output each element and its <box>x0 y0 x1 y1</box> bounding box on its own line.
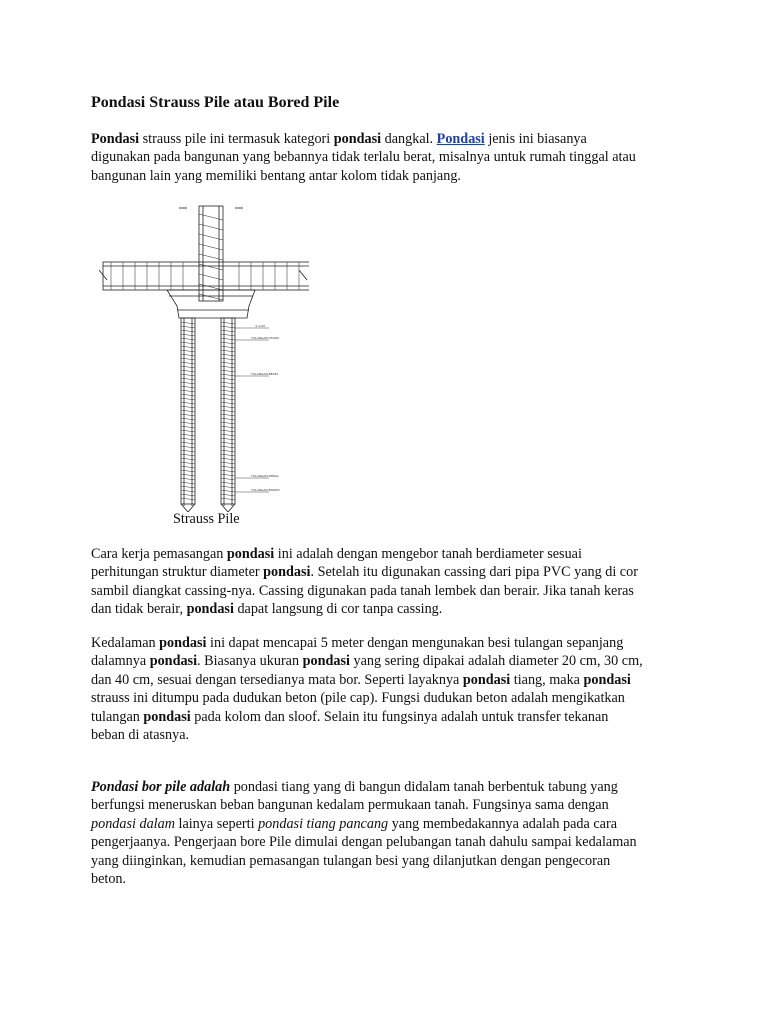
paragraph-bore-pile <box>91 778 701 888</box>
spiral-mark <box>181 366 195 368</box>
spiral-mark <box>221 382 235 384</box>
text-line: Cara kerja pemasangan pondasi ini adalah dengan mengebor tanah berdiameter sesuai <box>91 546 582 562</box>
spiral-mark <box>181 370 195 372</box>
text-line: beban di atasnya. <box>91 727 190 744</box>
spiral-mark <box>221 374 235 376</box>
page-title: Pondasi Strauss Pile atau Bored Pile <box>91 94 340 111</box>
spiral-mark <box>221 358 235 360</box>
spiral-mark <box>181 394 195 396</box>
spiral-mark <box>181 382 195 384</box>
spiral-mark <box>221 414 235 416</box>
spiral-mark <box>181 390 195 392</box>
spiral-mark <box>221 494 235 496</box>
spiral-mark <box>181 406 195 408</box>
spiral-mark <box>181 490 195 492</box>
spiral-mark <box>221 370 235 372</box>
spiral-mark <box>221 366 235 368</box>
spiral-mark <box>221 362 235 364</box>
spiral-mark <box>181 442 195 444</box>
spiral-mark <box>181 334 195 336</box>
spiral-mark <box>221 454 235 456</box>
rebar-bottom-label: TULANGAN BAWAH <box>251 488 280 492</box>
spiral-mark <box>181 446 195 448</box>
spiral-mark <box>221 422 235 424</box>
spiral-mark <box>221 426 235 428</box>
spiral-mark <box>221 458 235 460</box>
spiral-mark <box>221 322 235 324</box>
spiral-mark <box>221 430 235 432</box>
spiral-mark <box>221 490 235 492</box>
spiral-mark <box>181 434 195 436</box>
spiral-mark <box>181 362 195 364</box>
spiral-mark <box>181 398 195 400</box>
spiral-mark <box>181 338 195 340</box>
spiral-mark <box>221 462 235 464</box>
spiral-mark <box>181 430 195 432</box>
spiral-mark <box>181 330 195 332</box>
bold-term: pondasi <box>583 671 631 688</box>
bold-term: pondasi <box>462 671 511 688</box>
paragraph-depth <box>91 634 701 744</box>
bold-term: pondasi <box>333 131 382 147</box>
spiral-mark <box>221 466 235 468</box>
spiral-mark <box>181 474 195 476</box>
bold-term: pondasi <box>263 564 311 581</box>
spiral-mark <box>221 354 235 356</box>
bold-term: pondasi <box>226 546 275 562</box>
spiral-mark <box>221 402 235 404</box>
text-line: pondasi dalam lainya seperti pondasi tiang pancang yang membedakannya adalah pada cara <box>91 815 617 832</box>
spiral-mark <box>181 482 195 484</box>
text-line: Pondasi strauss pile ini termasuk kategori pondasi dangkal. Pondasi jenis ini biasanya <box>91 131 587 147</box>
spiral-mark <box>181 466 195 468</box>
spiral-mark <box>181 346 195 348</box>
text-line: dan tidak berair, pondasi dapat langsung di cor tanpa cassing. <box>91 601 443 618</box>
bold-term: pondasi <box>159 635 207 651</box>
spiral-mark <box>181 378 195 380</box>
text-line: dan 40 cm, sesuai dengan tersedianya mata bor. Seperti layaknya pondasi tiang, maka pondasi <box>91 671 631 688</box>
spiral-mark <box>221 410 235 412</box>
spiral-mark <box>181 470 195 472</box>
spiral-mark <box>221 478 235 480</box>
spiral-mark <box>181 454 195 456</box>
spiral-mark <box>221 342 235 344</box>
spiral-mark <box>221 438 235 440</box>
bold-italic-term: Pondasi bor pile adalah <box>91 779 231 795</box>
text-line: digunakan pada bangunan yang bebannya tidak terlalu berat, misalnya untuk rumah tinggal atau <box>91 149 636 166</box>
text-line: berfungsi meneruskan beban bangunan kedalam permukaan tanah. Fungsinya sama dengan <box>91 797 609 814</box>
spiral-mark <box>221 334 235 336</box>
spiral-mark <box>221 498 235 500</box>
spiral-mark <box>181 414 195 416</box>
spiral-mark <box>221 390 235 392</box>
spiral-mark <box>181 494 195 496</box>
text-line: bangunan lain yang memiliki bentang antar kolom tidak panjang. <box>91 167 461 184</box>
text-line: pengerjaanya. Pengerjaan bore Pile dimulai dengan pelubangan tanah dahulu sampai kedalaman <box>91 834 637 851</box>
spiral-mark <box>221 434 235 436</box>
text-line: tulangan pondasi pada kolom dan sloof. Selain itu fungsinya adalah untuk transfer tekanan <box>91 708 609 725</box>
spiral-mark <box>181 374 195 376</box>
spiral-mark <box>181 450 195 452</box>
spiral-mark <box>181 358 195 360</box>
bold-term: pondasi <box>302 653 350 670</box>
rebar-stirrup-label: TULANGAN BEGEL <box>251 372 279 376</box>
spiral-mark <box>181 354 195 356</box>
spiral-mark <box>221 330 235 332</box>
spiral-mark <box>221 326 235 328</box>
spiral-mark <box>181 402 195 404</box>
spiral-mark <box>181 386 195 388</box>
spiral-mark <box>221 486 235 488</box>
text-line: Kedalaman pondasi ini dapat mencapai 5 meter dengan mengunakan besi tulangan sepanjang <box>91 635 624 651</box>
spiral-mark <box>221 406 235 408</box>
bold-term: pondasi <box>186 601 234 618</box>
bold-term: Pondasi <box>91 131 140 147</box>
spiral-mark <box>221 338 235 340</box>
strauss-pile-drawing <box>99 200 309 512</box>
spiral-mark <box>181 438 195 440</box>
spiral-mark <box>181 422 195 424</box>
text-line: Pondasi bor pile adalah pondasi tiang yang di bangun didalam tanah berbentuk tabung yang <box>91 779 618 795</box>
spiral-mark <box>181 410 195 412</box>
spiral-mark <box>181 342 195 344</box>
text-line: sambil diangkat cassing-nya. Cassing digunakan pada tanah lembek dan berair. Jika tanah keras <box>91 582 634 599</box>
spiral-mark <box>181 418 195 420</box>
bold-term: pondasi <box>149 653 198 670</box>
spiral-mark <box>221 394 235 396</box>
bold-term: pondasi <box>143 708 191 725</box>
spiral-mark <box>181 426 195 428</box>
spiral-mark <box>181 458 195 460</box>
spiral-mark <box>221 450 235 452</box>
pondasi-link[interactable]: Pondasi <box>436 131 485 147</box>
strauss-pile-figure <box>99 200 309 512</box>
spiral-mark <box>221 442 235 444</box>
text-line: yang diinginkan, kemudian pemasangan tulangan besi yang dilanjutkan dengan pengecoran <box>91 852 611 869</box>
spiral-mark <box>221 418 235 420</box>
text-line: dalamnya pondasi. Biasanya ukuran pondasi yang sering dipakai adalah diameter 20 cm, 30 cm, <box>91 653 643 670</box>
text-line: beton. <box>91 871 127 888</box>
text-line: perhitungan struktur diameter pondasi. Setelah itu digunakan cassing dari pipa PVC yang di cor <box>91 564 638 581</box>
spiral-mark <box>181 478 195 480</box>
spiral-mark <box>181 326 195 328</box>
rebar-spiral-label: TULANGAN SPIRAL <box>251 474 279 478</box>
spiral-mark <box>221 378 235 380</box>
spiral-mark <box>181 486 195 488</box>
spiral-mark <box>181 350 195 352</box>
spiral-mark <box>221 398 235 400</box>
spiral-mark <box>181 498 195 500</box>
text-line: strauss ini ditumpu pada dudukan beton (pile cap). Fungsi dudukan beton adalah mengikatkan <box>91 690 625 707</box>
italic-term: pondasi tiang pancang <box>258 815 389 832</box>
elevation-label: ± 0.00 <box>255 324 266 328</box>
paragraph-intro <box>91 130 701 185</box>
spiral-mark <box>181 462 195 464</box>
spiral-mark <box>221 350 235 352</box>
figure-caption: Strauss Pile <box>173 511 240 527</box>
rebar-main-label: TULANGAN UTAMA <box>251 336 280 340</box>
spiral-mark <box>221 470 235 472</box>
italic-term: pondasi dalam <box>91 815 175 832</box>
spiral-mark <box>221 386 235 388</box>
spiral-mark <box>221 346 235 348</box>
spiral-mark <box>221 482 235 484</box>
spiral-mark <box>221 446 235 448</box>
spiral-mark <box>221 474 235 476</box>
spiral-mark <box>181 322 195 324</box>
paragraph-method <box>91 545 701 619</box>
